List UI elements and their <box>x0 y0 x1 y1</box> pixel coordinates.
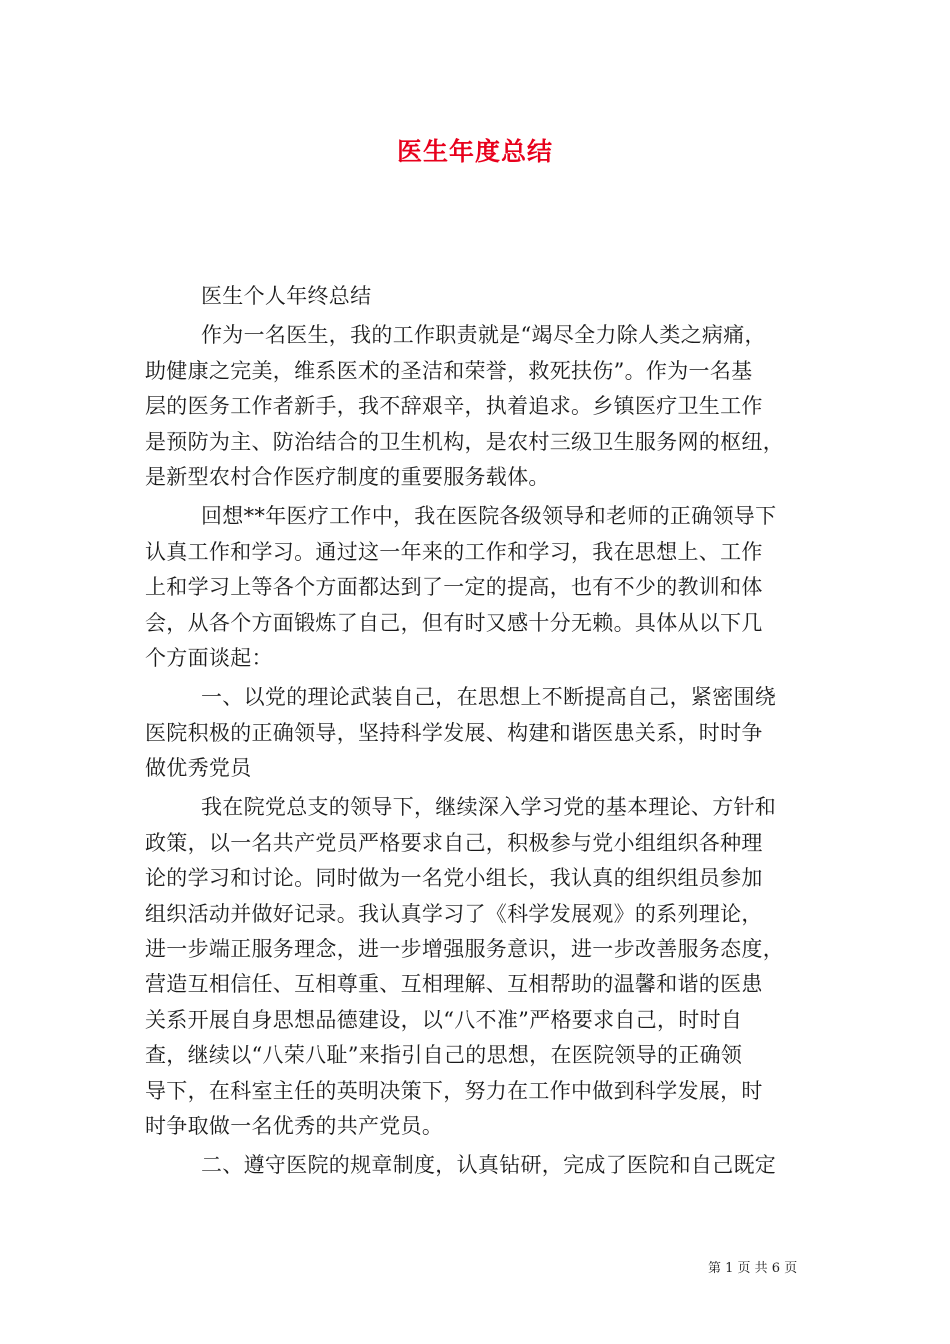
body-line: 进一步端正服务理念，进一步增强服务意识，进一步改善服务态度， <box>145 937 784 962</box>
body-line: 个方面谈起： <box>145 645 273 670</box>
body-line: 论的学习和讨论。同时做为一名党小组长，我认真的组织组员参加 <box>145 866 763 891</box>
body-line: 时争取做一名优秀的共产党员。 <box>145 1113 444 1138</box>
body-line: 关系开展自身思想品德建设，以“八不准”严格要求自己，时时自 <box>145 1007 743 1032</box>
page-number: 第 1 页 共 6 页 <box>708 1261 798 1276</box>
body-line: 做优秀党员 <box>145 756 252 781</box>
body-line: 二、遵守医院的规章制度，认真钻研，完成了医院和自己既定 <box>201 1153 777 1178</box>
body-line: 会，从各个方面锻炼了自己，但有时又感十分无赖。具体从以下几 <box>145 610 763 635</box>
body-line: 医院积极的正确领导，坚持科学发展、构建和谐医患关系，时时争 <box>145 720 763 745</box>
body-line: 政策，以一名共产党员严格要求自己，积极参与党小组组织各种理 <box>145 830 763 855</box>
body-line: 组织活动并做好记录。我认真学习了《科学发展观》的系列理论， <box>145 901 763 926</box>
body-line: 助健康之完美，维系医术的圣洁和荣誉，救死扶伤”。作为一名基 <box>145 358 753 383</box>
document-body <box>145 279 811 1184</box>
body-line: 营造互相信任、互相尊重、互相理解、互相帮助的温馨和谐的医患 <box>145 972 763 997</box>
body-line: 回想**年医疗工作中，我在医院各级领导和老师的正确领导下 <box>201 504 777 529</box>
body-line: 层的医务工作者新手，我不辞艰辛，执着追求。乡镇医疗卫生工作 <box>145 394 763 419</box>
body-line: 是预防为主、防治结合的卫生机构，是农村三级卫生服务网的枢纽， <box>145 429 784 454</box>
body-line: 我在院党总支的领导下，继续深入学习党的基本理论、方针和 <box>201 795 777 820</box>
body-line: 认真工作和学习。通过这一年来的工作和学习，我在思想上、工作 <box>145 539 763 564</box>
body-line: 查，继续以“八荣八耻”来指引自己的思想，在医院领导的正确领 <box>145 1043 743 1068</box>
body-line: 上和学习上等各个方面都达到了一定的提高，也有不少的教训和体 <box>145 575 763 600</box>
document-title: 医生年度总结 <box>396 137 553 166</box>
body-line: 医生个人年终总结 <box>201 284 372 308</box>
body-line: 一、以党的理论武装自己，在思想上不断提高自己，紧密围绕 <box>201 685 777 710</box>
body-line: 是新型农村合作医疗制度的重要服务载体。 <box>145 464 550 489</box>
body-line: 导下，在科室主任的英明决策下，努力在工作中做到科学发展，时 <box>145 1078 763 1103</box>
body-line: 作为一名医生，我的工作职责就是“竭尽全力除人类之病痛， <box>201 323 766 348</box>
